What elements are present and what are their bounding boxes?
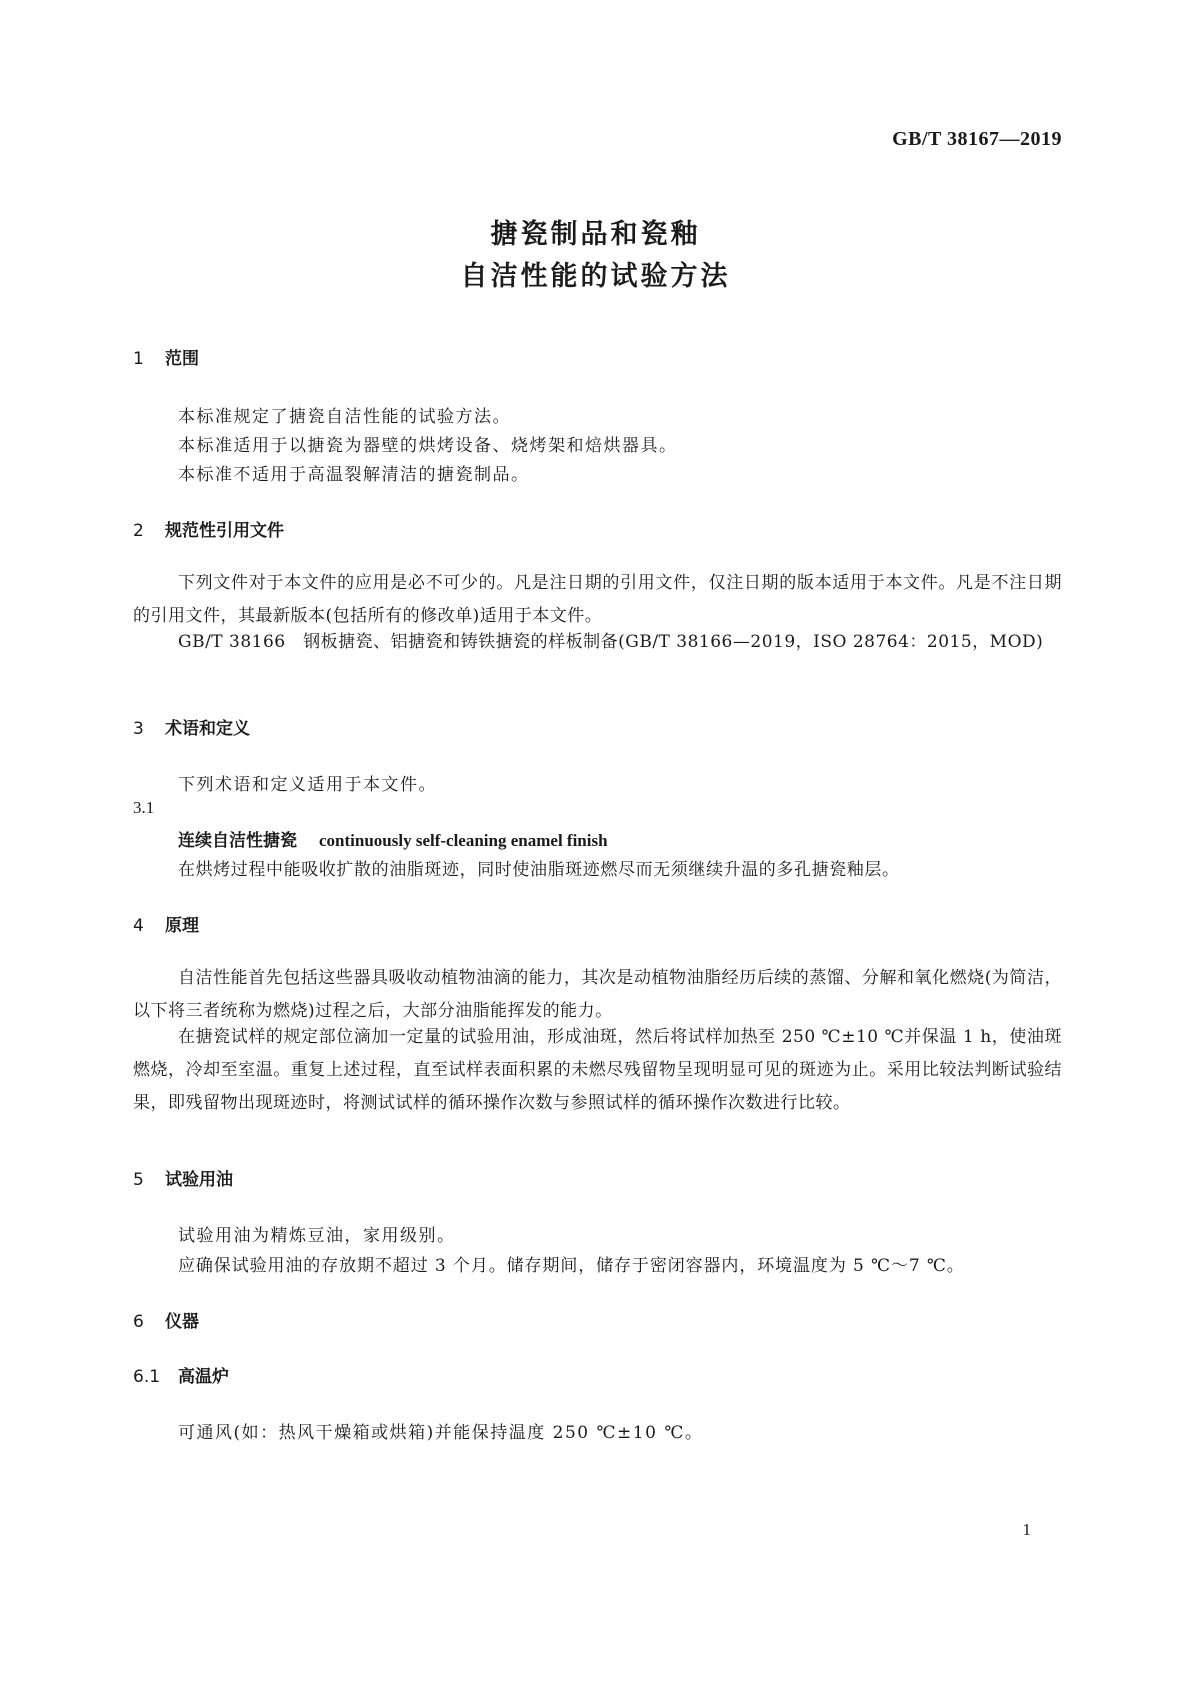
section-title: 范围 — [165, 349, 199, 369]
section-title: 术语和定义 — [165, 719, 250, 739]
term-chinese: 连续自洁性搪瓷 — [178, 831, 297, 851]
paragraph: 下列术语和定义适用于本文件。 — [178, 775, 437, 795]
section-5-heading — [133, 1165, 233, 1190]
paragraph: 试验用油为精炼豆油，家用级别。 — [178, 1226, 456, 1246]
subsection-number: 6.1 — [133, 1367, 161, 1387]
paragraph: 下列文件对于本文件的应用是必不可少的。凡是注日期的引用文件，仅注日期的版本适用于本文件。凡是不注日期的引用文件，其最新版本(包括所有的修改单)适用于本文件。 — [133, 573, 1062, 626]
section-title: 试验用油 — [165, 1170, 233, 1190]
subsection-number: 3.1 — [133, 798, 155, 817]
standard-number: GB/T 38167—2019 — [892, 128, 1062, 150]
document-title-line-2: 自洁性能的试验方法 — [460, 261, 731, 292]
paragraph: 应确保试验用油的存放期不超过 3 个月。储存期间，储存于密闭容器内，环境温度为 5 ℃～7 ℃。 — [178, 1256, 965, 1276]
section-number: 6 — [133, 1312, 144, 1332]
page-number: 1 — [1022, 1520, 1031, 1539]
section-6-heading — [133, 1307, 199, 1332]
section-1-heading — [133, 344, 199, 369]
paragraph: 可通风(如：热风干燥箱或烘箱)并能保持温度 250 ℃±10 ℃。 — [178, 1423, 704, 1443]
section-title: 规范性引用文件 — [165, 521, 284, 541]
section-number: 2 — [133, 521, 144, 541]
section-title: 原理 — [165, 916, 199, 936]
paragraph: 本标准规定了搪瓷自洁性能的试验方法。 — [178, 407, 511, 427]
section-2-heading — [133, 516, 284, 541]
section-title: 仪器 — [165, 1312, 199, 1332]
section-4-heading — [133, 911, 199, 936]
paragraph: 本标准不适用于高温裂解清洁的搪瓷制品。 — [178, 465, 530, 485]
normative-reference: GB/T 38166 钢板搪瓷、铝搪瓷和铸铁搪瓷的样板制备(GB/T 38166—2019，ISO 28764：2015，MOD) — [178, 632, 1044, 652]
subsection-6-1-heading — [133, 1362, 229, 1387]
paragraph: 本标准适用于以搪瓷为器壁的烘烤设备、烧烤架和焙烘器具。 — [178, 436, 678, 456]
section-number: 1 — [133, 349, 144, 369]
section-number: 4 — [133, 916, 144, 936]
subsection-title: 高温炉 — [178, 1367, 229, 1387]
term-english: continuously self-cleaning enamel finish — [319, 831, 608, 850]
term-entry — [178, 826, 608, 851]
section-3-heading — [133, 714, 250, 739]
paragraph: 在搪瓷试样的规定部位滴加一定量的试验用油，形成油斑，然后将试样加热至 250 ℃±10 ℃并保温 1 h，使油斑燃烧，冷却至室温。重复上述过程，直至试样表面积累的未燃尽残留物呈现明显可见的斑迹为止。采用比较法判断试验结果，即残留物出现斑迹时，将测试试样的循环操作次数与参照试样的循环操作次数进行比较。 — [133, 1027, 1062, 1113]
paragraph: 自洁性能首先包括这些器具吸收动植物油滴的能力，其次是动植物油脂经历后续的蒸馏、分解和氧化燃烧(为简洁，以下将三者统称为燃烧)过程之后，大部分油脂能挥发的能力。 — [133, 968, 1062, 1021]
term-definition: 在烘烤过程中能吸收扩散的油脂斑迹，同时使油脂斑迹燃尽而无须继续升温的多孔搪瓷釉层。 — [178, 860, 900, 880]
section-number: 3 — [133, 719, 144, 739]
section-number: 5 — [133, 1170, 144, 1190]
document-title-line-1: 搪瓷制品和瓷釉 — [490, 219, 701, 250]
